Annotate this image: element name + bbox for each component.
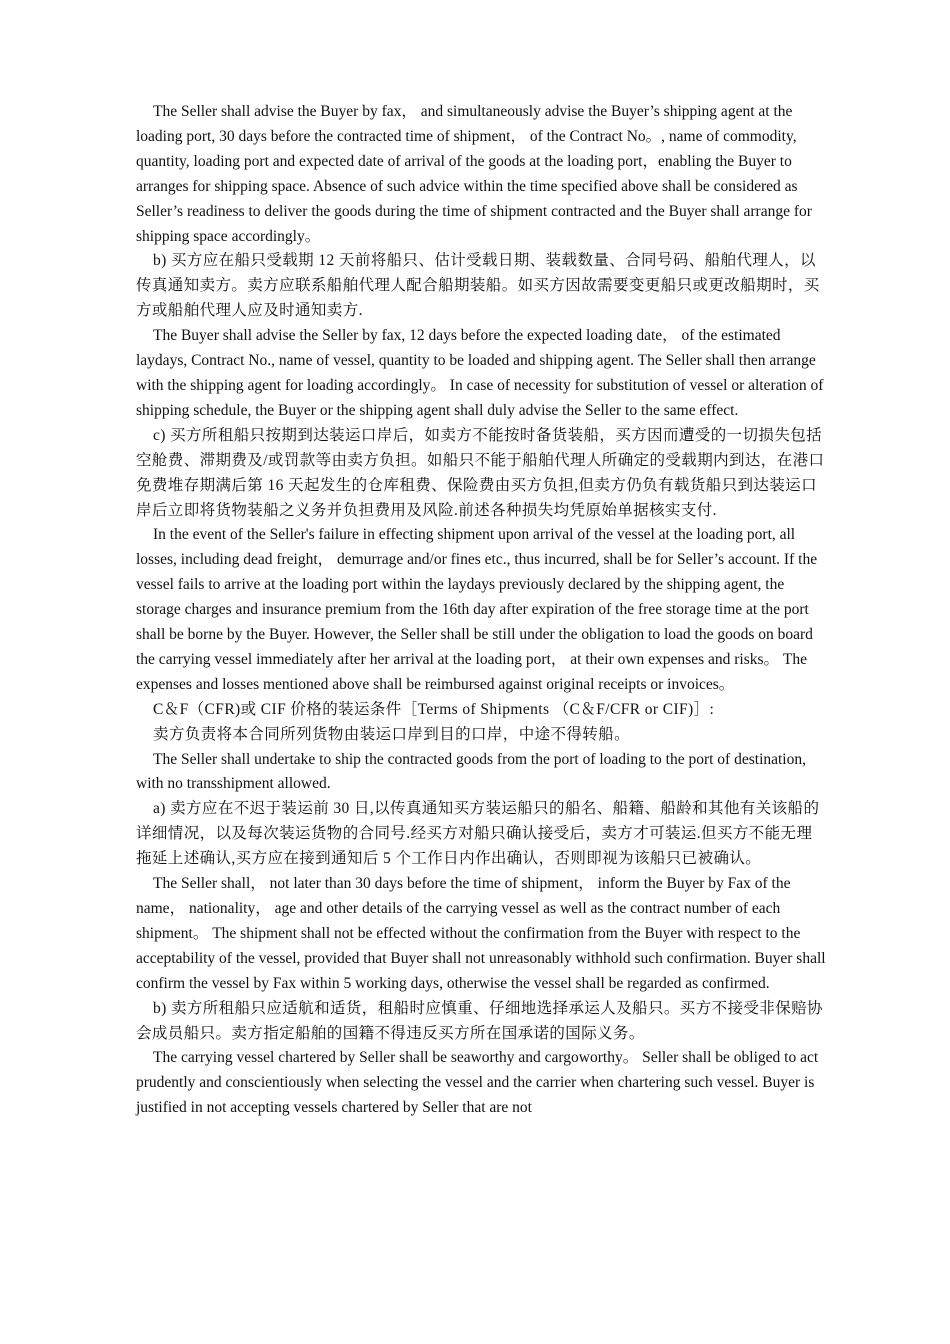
paragraph-seller-shipping-advice-en: The Seller shall advise the Buyer by fax， and simultaneously advise the Buyer’s shipping agent at the loading port, 30 days before the contracted time of shipment， of the Contract No。, name of commodity, quantity, loading port and expected date of arrival of the goods at the loading port，enabling the Buyer to arranges for shipping space. Absence of such advice within the time specified above shall be considered as Seller’s readiness to deliver the goods during the time of shipment contracted and the Buyer shall arrange for shipping space accordingly。 bbox=[136, 103, 812, 245]
section-heading-cfr-cif-terms: C＆F（CFR)或 CIF 价格的装运条件［Terms of Shipments （C＆F/CFR or CIF)］: bbox=[153, 700, 715, 718]
paragraph-seller-failure-losses-cn: c) 买方所租船只按期到达装运口岸后，如卖方不能按时备货装船，买方因而遭受的一切损失包括空舱费、滞期费及/或罚款等由卖方负担。如船只不能于船舶代理人所确定的受载期内到达，在港口免费堆存期满后第 16 天起发生的仓库租费、保险费由买方负担,但卖方仍负有载货船只到达装运口岸后立即将货物装船之义务并负担费用及风险.前述各种损失均凭原始单据核实支付. bbox=[136, 426, 825, 519]
paragraph-buyer-vessel-advice-cn: b) 买方应在船只受载期 12 天前将船只、估计受载日期、装载数量、合同号码、船舶代理人，以传真通知卖方。卖方应联系船舶代理人配合船期装船。如买方因故需要变更船只或更改船期时，买方或船舶代理人应及时通知卖方. bbox=[136, 252, 820, 320]
paragraph-seaworthy-vessel-cn: b) 卖方所租船只应适航和适货，租船时应慎重、仔细地选择承运人及船只。买方不接受非保赔协会成员船只。卖方指定船舶的国籍不得违反买方所在国承诺的国际义务。 bbox=[136, 999, 823, 1042]
paragraph-no-transshipment-en: The Seller shall undertake to ship the contracted goods from the port of loading to the port of destination, with no transshipment allowed. bbox=[136, 750, 806, 793]
paragraph-no-transshipment-cn: 卖方负责将本合同所列货物由装运口岸到目的口岸，中途不得转船。 bbox=[153, 725, 631, 743]
paragraph-vessel-confirmation-cn: a) 卖方应在不迟于装运前 30 日,以传真通知买方装运船只的船名、船籍、船龄和其他有关该船的详细情况，以及每次装运货物的合同号.经买方对船只确认接受后，卖方才可装运.但买方不能无理拖延上述确认,买方应在接到通知后 5 个工作日内作出确认，否则即视为该船只已被确认。 bbox=[136, 800, 820, 868]
paragraph-seller-failure-losses-en: In the event of the Seller's failure in effecting shipment upon arrival of the vessel at the loading port, all losses, including dead freight， demurrage and/or fines etc., thus incurred, shall be for Seller’s account. If the vessel fails to arrive at the loading port within the laydays previously declared by the shipping agent, the storage charges and insurance premium from the 16th day after expiration of the free storage time at the port shall be borne by the Buyer. However, the Seller shall be still under the obligation to load the goods on board the carrying vessel immediately after her arrival at the loading port， at their own expenses and risks。 The expenses and losses mentioned above shall be reimbursed against original receipts or invoices。 bbox=[136, 526, 818, 693]
document-body bbox=[136, 100, 826, 1121]
paragraph-buyer-vessel-advice-en: The Buyer shall advise the Seller by fax, 12 days before the expected loading date， of the estimated laydays, Contract No., name of vessel, quantity to be loaded and shipping agent. The Seller shall then arrange with the shipping agent for loading accordingly。 In case of necessity for substitution of vessel or alteration of shipping schedule, the Buyer or the shipping agent shall duly advise the Seller to the same effect. bbox=[136, 327, 824, 419]
paragraph-vessel-confirmation-en: The Seller shall， not later than 30 days before the time of shipment， inform the Buyer by Fax of the name， nationality， age and other details of the carrying vessel as well as the contract number of each shipment。 The shipment shall not be effected without the confirmation from the Buyer with respect to the acceptability of the vessel, provided that Buyer shall not unreasonably withhold such confirmation. Buyer shall confirm the vessel by Fax within 5 working days, otherwise the vessel shall be regarded as confirmed. bbox=[136, 875, 826, 992]
paragraph-seaworthy-vessel-en: The carrying vessel chartered by Seller shall be seaworthy and cargoworthy。 Seller shall be obliged to act prudently and conscientiously when selecting the vessel and the carrier when chartering such vessel. Buyer is justified in not accepting vessels chartered by Seller that are not bbox=[136, 1049, 819, 1117]
